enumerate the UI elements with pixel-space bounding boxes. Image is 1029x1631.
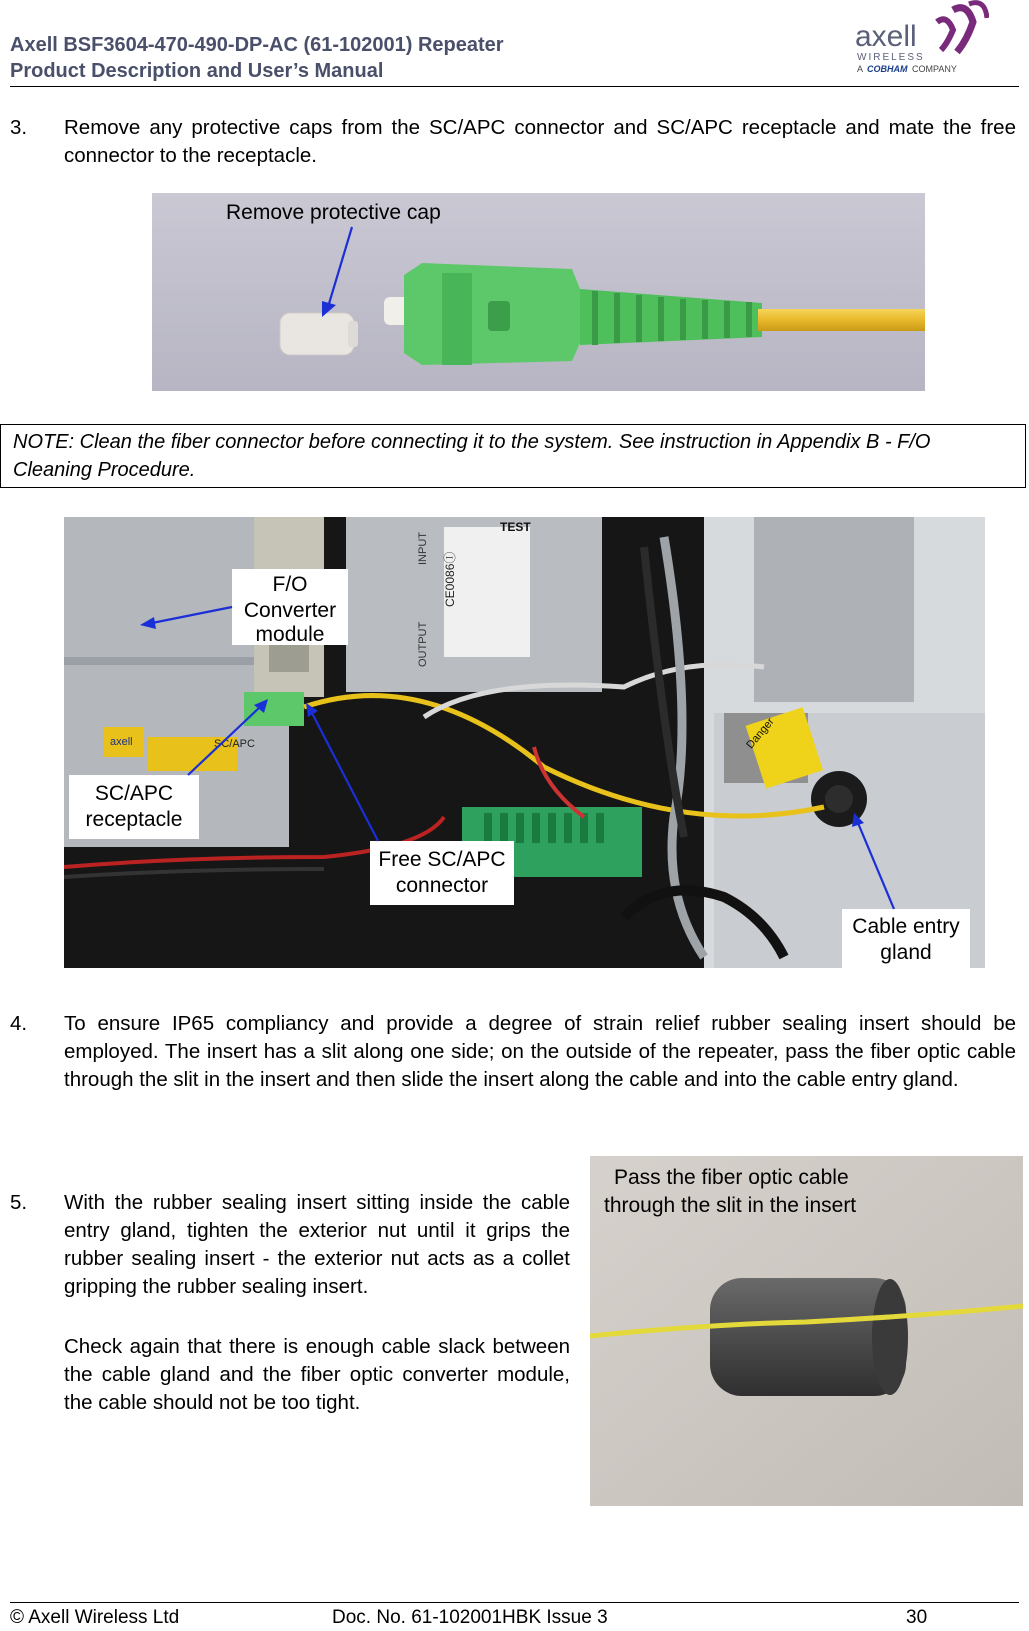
step-5-check-text: Check again that there is enough cable slack between the cable gland and the fiber optic converter module, the cable should not be too tight. xyxy=(64,1335,570,1414)
step-4-number: 4. xyxy=(10,1012,28,1035)
note-box xyxy=(0,424,1026,488)
label-free-line2: connector xyxy=(395,874,489,897)
svg-text:A COBHAM COMPANY xyxy=(857,64,957,74)
photo1-caption: Remove protective cap xyxy=(226,201,441,224)
photo-sealing-insert xyxy=(590,1156,1023,1506)
module-brand: axell xyxy=(110,736,133,748)
logo-sub2-suffix: COMPANY xyxy=(912,64,957,74)
footer-doc-number: Doc. No. 61-102001HBK Issue 3 xyxy=(332,1607,608,1628)
page-header xyxy=(10,20,1019,87)
step-5-text: With the rubber sealing insert sitting inside the cable entry gland, tighten the exterior nut until it grips the rubber sealing insert - the exterior nut acts as a collet gripping the rubber sealing insert. xyxy=(64,1191,570,1298)
label-gland-line2: gland xyxy=(880,941,932,964)
step-4 xyxy=(0,1010,1029,1130)
logo-sub2-brand: COBHAM xyxy=(867,64,908,74)
footer-page-number: 30 xyxy=(906,1607,928,1628)
photo-repeater-interior xyxy=(64,517,985,968)
page-footer xyxy=(10,1602,1019,1631)
step-3-text: Remove any protective caps from the SC/APC connector and SC/APC receptacle and mate the free connector to the receptacle. xyxy=(64,116,1016,167)
photo3-caption-line2: through the slit in the insert xyxy=(604,1194,857,1217)
label-fo-line1: F/O xyxy=(272,573,308,596)
logo-brand: axell xyxy=(855,20,917,53)
label-fo-line2: Converter xyxy=(243,599,337,622)
step-5 xyxy=(0,1189,580,1449)
note-text: NOTE: Clean the fiber connector before connecting it to the system. See instruction in Appendix B - F/O Cleaning Procedure. xyxy=(13,431,931,481)
center-ce-print: CE0086Ⓘ xyxy=(443,551,457,607)
photo-protective-cap xyxy=(152,193,925,391)
label-fo-line3: module xyxy=(255,623,325,646)
step-3 xyxy=(0,114,1029,174)
footer-copyright: © Axell Wireless Ltd xyxy=(10,1607,180,1628)
header-title xyxy=(10,32,504,84)
axell-logo xyxy=(849,0,989,80)
center-output-print: OUTPUT xyxy=(417,621,429,667)
logo-sub2-prefix: A xyxy=(857,64,863,74)
center-test-print: TEST xyxy=(500,520,531,534)
step-3-number: 3. xyxy=(10,116,28,139)
label-sc-line2: receptacle xyxy=(85,808,183,831)
module-scapc-print: SC/APC xyxy=(214,738,255,750)
danger-label: Danger xyxy=(744,715,777,752)
step-5-number: 5. xyxy=(10,1191,28,1214)
label-free-line1: Free SC/APC xyxy=(378,848,506,871)
header-title-line2: Product Description and User’s Manual xyxy=(10,60,384,82)
label-gland-line1: Cable entry xyxy=(852,915,960,938)
photo3-caption-line1: Pass the fiber optic cable xyxy=(614,1166,849,1189)
center-input-print: INPUT xyxy=(417,532,429,565)
step-4-text: To ensure IP65 compliancy and provide a degree of strain relief rubber sealing insert should be employed. The insert has a slit along one side; on the outside of the repeater, pass the fiber optic cable through the slit in the insert and then slide the insert along the cable and into the cable entry gland. xyxy=(64,1012,1016,1091)
label-sc-line1: SC/APC xyxy=(94,782,174,805)
header-title-line1: Axell BSF3604-470-490-DP-AC (61-102001) Repeater xyxy=(10,34,504,56)
logo-sub1: WIRELESS xyxy=(857,52,925,63)
